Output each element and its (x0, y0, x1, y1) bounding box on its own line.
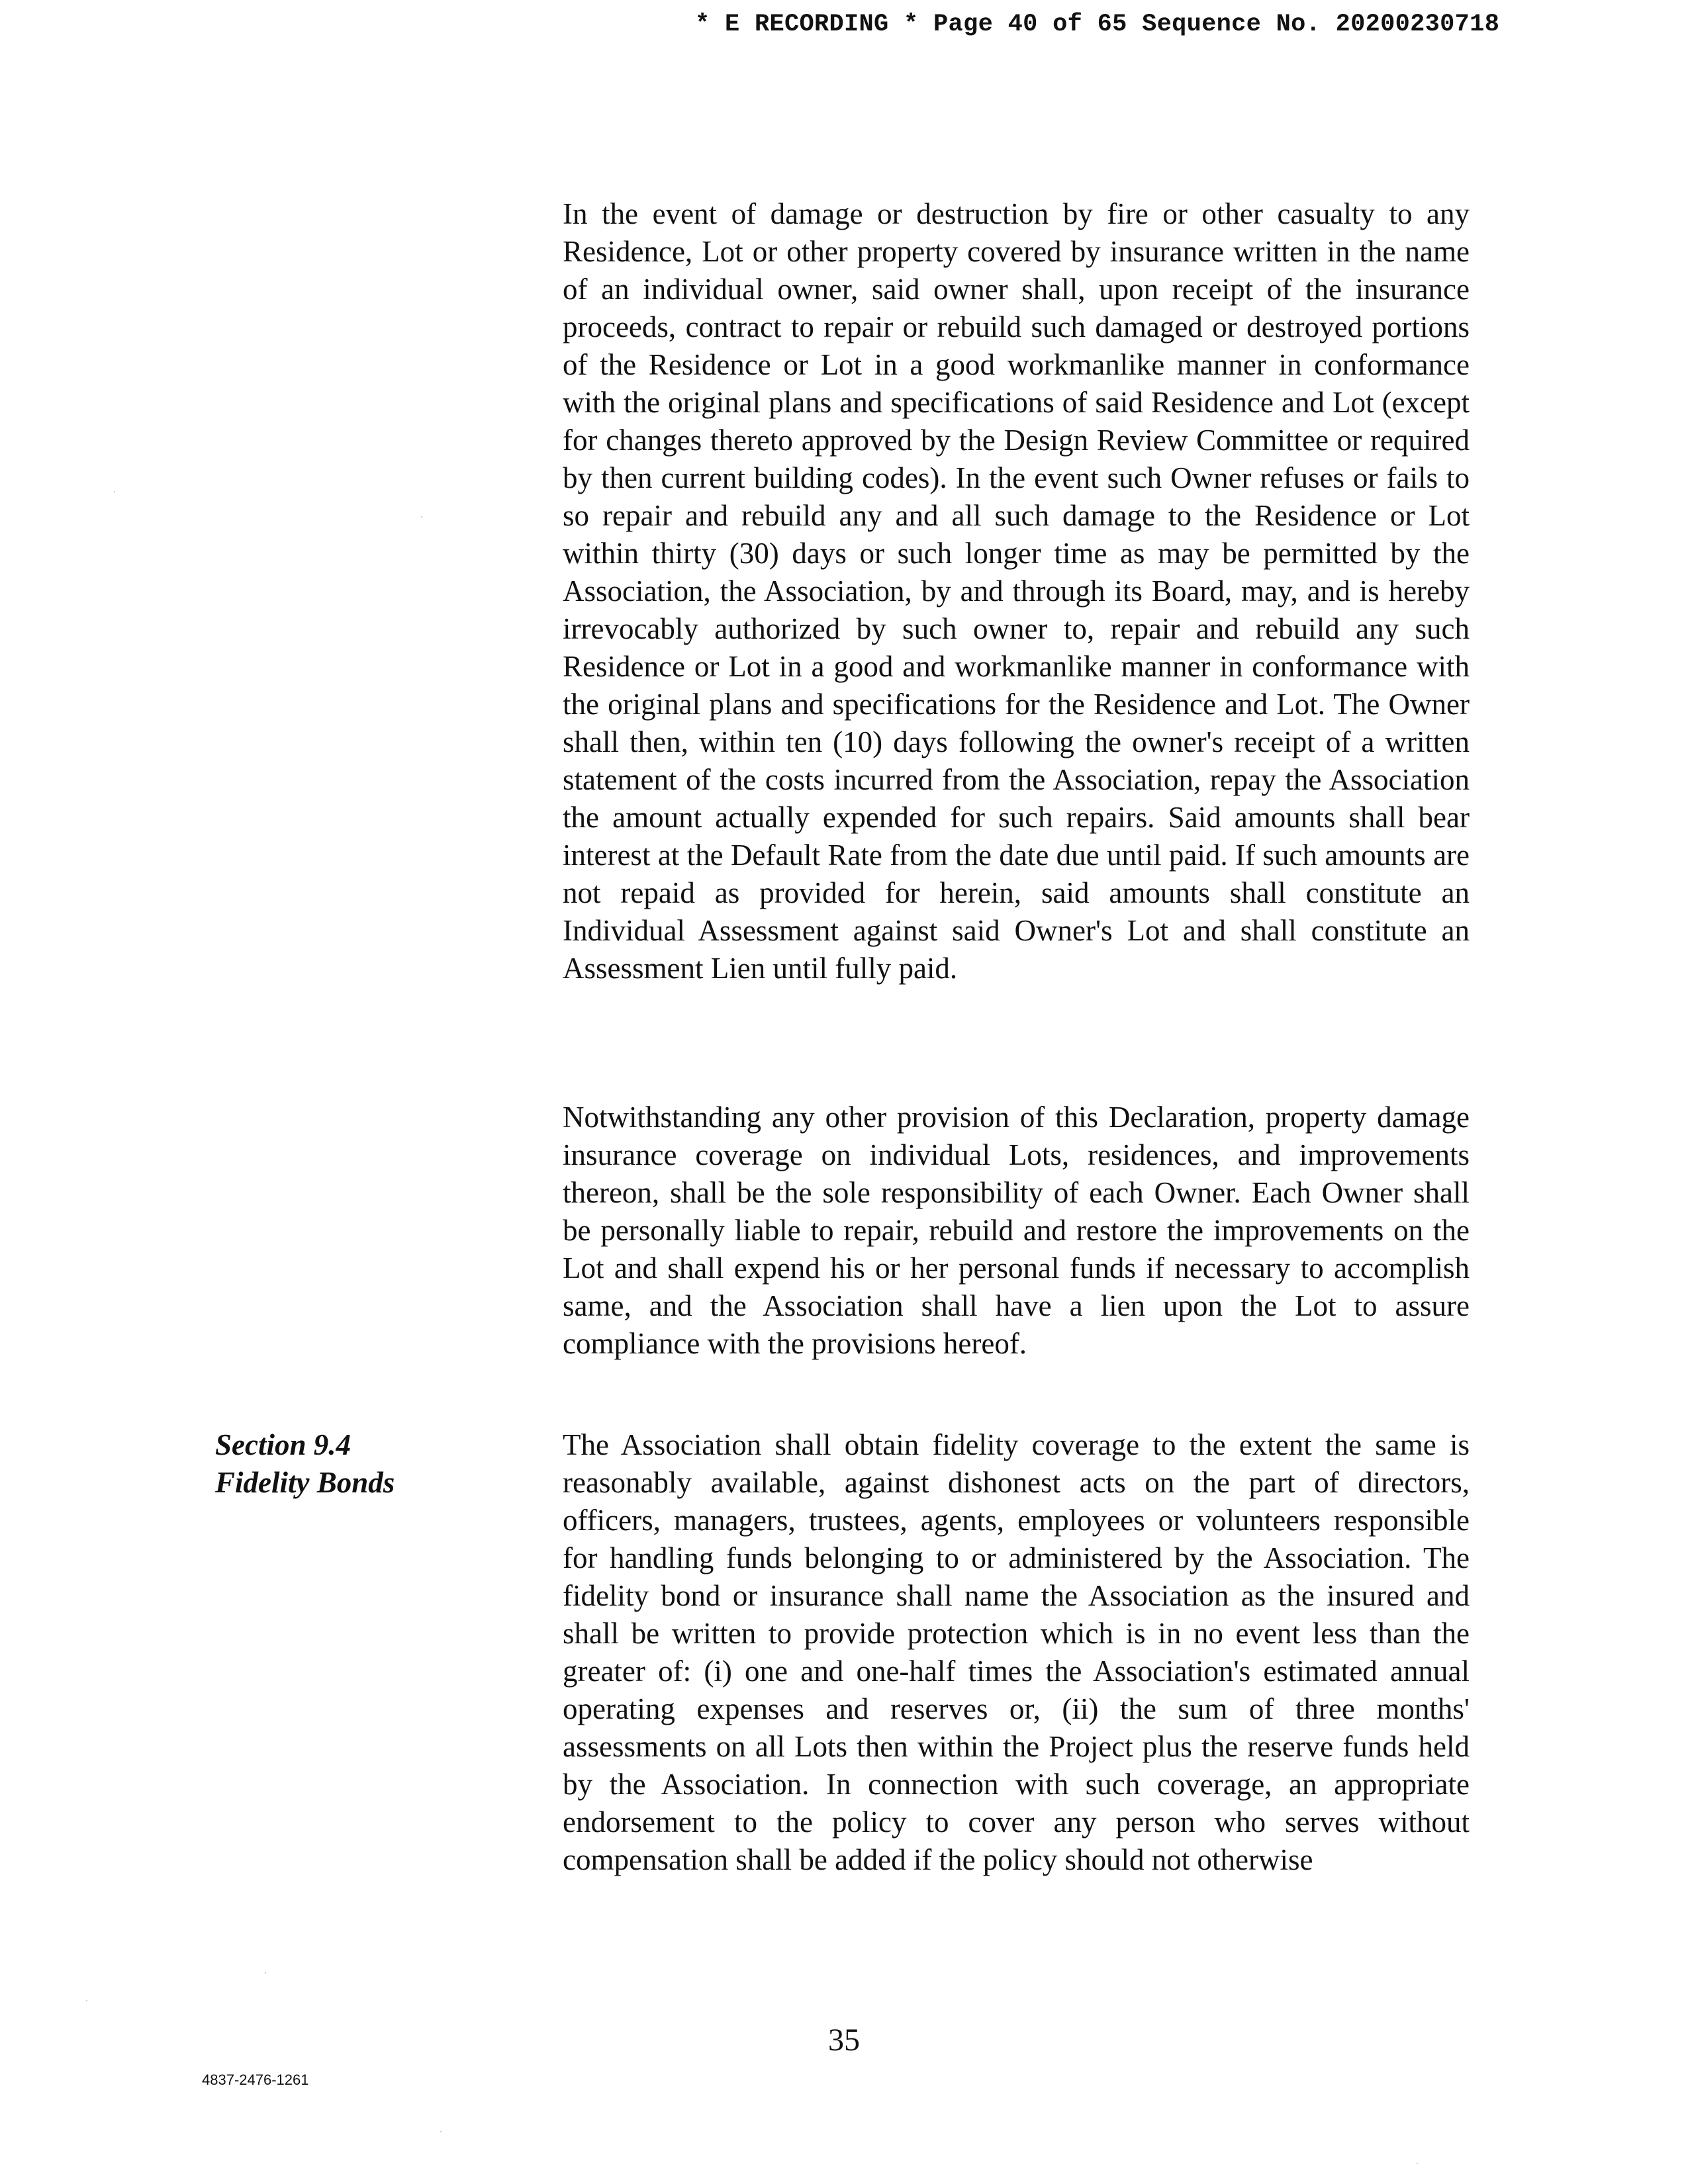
scan-speck (114, 491, 115, 492)
scan-speck (1417, 2163, 1418, 2164)
scan-speck (421, 516, 422, 518)
paragraph-fidelity-bonds: The Association shall obtain fidelity coverage to the extent the same is reasonably available, against dishonest acts on the part of directors, officers, managers, trustees, agents, employees or volunteers responsible for handling funds belonging to or administered by the Association. The fidelity bond or insurance shall name the Association as the insured and shall be written to provide protection which is in no event less than the greater of: (i) one and one-half times the Association's estimated annual operating expenses and reserves or, (ii) the sum of three months' assessments on all Lots then within the Project plus the reserve funds held by the Association. In connection with such coverage, an appropriate endorsement to the policy to cover any person who serves without compensation shall be added if the policy should not otherwise (563, 1428, 1470, 1876)
paragraph-casualty-repair: In the event of damage or destruction by fire or other casualty to any Residence, Lot or other property covered by insurance written in the name of an individual owner, said owner shall, upon receipt of the insurance proceeds, contract to repair or rebuild such damaged or destroyed portions of the Residence or Lot in a good workmanlike manner in conformance with the original plans and specifications of said Residence and Lot (except for changes thereto approved by the Design Review Committee or required by then current building codes). In the event such Owner refuses or fails to so repair and rebuild any and all such damage to the Residence or Lot within thirty (30) days or such longer time as may be permitted by the Association, the Association, by and through its Board, may, and is hereby irrevocably authorized by such owner to, repair and rebuild any such Residence or Lot in a good and workmanlike manner in conformance with the original plans and specifications for the Residence and Lot. The Owner shall then, within ten (10) days following the owner's receipt of a written statement of the costs incurred from the Association, repay the Association the amount actually expended for such repairs. Said amounts shall bear interest at the Default Rate from the date due until paid. If such amounts are not repaid as provided for herein, said amounts shall constitute an Individual Assessment against said Owner's Lot and shall constitute an Assessment Lien until fully paid. (563, 197, 1470, 985)
scan-speck (265, 1972, 266, 1974)
scan-speck (440, 2131, 442, 2132)
paragraph-owner-responsibility: Notwithstanding any other provision of this Declaration, property damage insurance coverage on individual Lots, residences, and improvements thereon, shall be the sole responsibility of each Owner. Each Owner shall be personally liable to repair, rebuild and restore the improvements on the Lot and shall expend his or her personal funds if necessary to accomplish same, and the Association shall have a lien upon the Lot to assure compliance with the provisions hereof. (563, 1101, 1470, 1360)
recording-header: * E RECORDING * Page 40 of 65 Sequence No. 20200230718 (695, 11, 1500, 38)
scan-speck (86, 2000, 87, 2001)
section-title: Fidelity Bonds (215, 1466, 395, 1499)
document-id: 4837-2476-1261 (202, 2071, 309, 2088)
section-number: Section 9.4 (215, 1428, 352, 1461)
page-number: 35 (828, 2023, 860, 2058)
section-heading (215, 1426, 480, 1502)
